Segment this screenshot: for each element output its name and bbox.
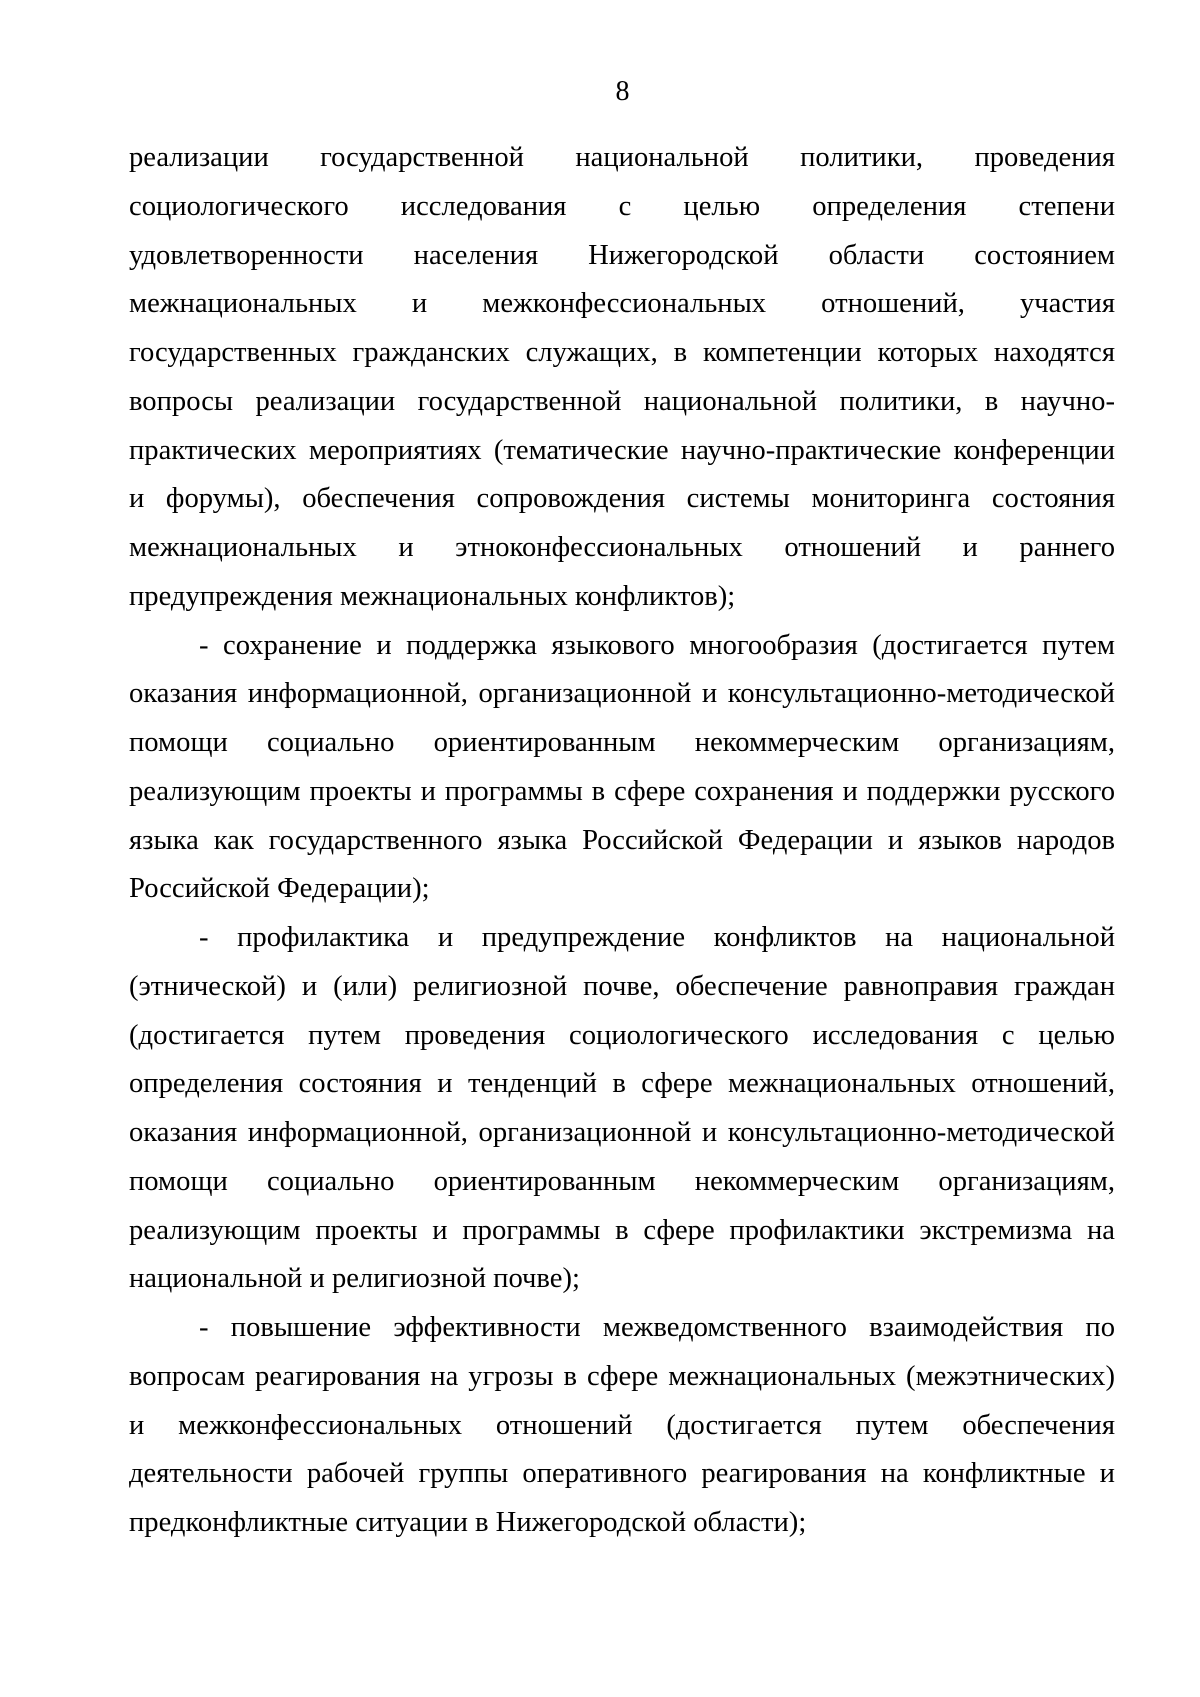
paragraph-conflict-prevention: - профилактика и предупреждение конфликтов на национальной (этнической) и (или) религиозной почве, обеспечение равноправия граждан (достигается путем проведения социологического исследования с целью определения состояния и тенденций в сфере межнациональных отношений, оказания информационной, организационной и консультационно-методической помощи социально ориентированным некоммерческим организациям, реализующим проекты и программы в сфере профилактики экстремизма на национальной и религиозной почве); [129,922,1115,1295]
paragraph-language-diversity: - сохранение и поддержка языкового многообразия (достигается путем оказания информационной, организационной и консультационно-методической помощи социально ориентированным некоммерческим организациям, реализующим проекты и программы в сфере сохранения и поддержки русского языка как государственного языка Российской Федерации и языков народов Российской Федерации); [129,629,1115,905]
paragraph-interagency-cooperation: - повышение эффективности межведомственного взаимодействия по вопросам реагирования на угрозы в сфере межнациональных (межэтнических) и межконфессиональных отношений (достигается путем обеспечения деятельности рабочей группы оперативного реагирования на конфликтные и предконфликтные ситуации в Нижегородской области); [129,1312,1115,1538]
paragraph-continuation: реализации государственной национальной политики, проведения социологического исследования с целью определения степени удовлетворенности населения Нижегородской области состоянием межнациональных и межконфессиональных отношений, участия государственных гражданских служащих, в компетенции которых находятся вопросы реализации государственной национальной политики, в научно-практических мероприятиях (тематические научно-практические конференции и форумы), обеспечения сопровождения системы мониторинга состояния межнациональных и этноконфессиональных отношений и раннего предупреждения межнациональных конфликтов); [129,142,1115,612]
document-body [129,134,1115,1548]
page-number: 8 [615,76,630,107]
